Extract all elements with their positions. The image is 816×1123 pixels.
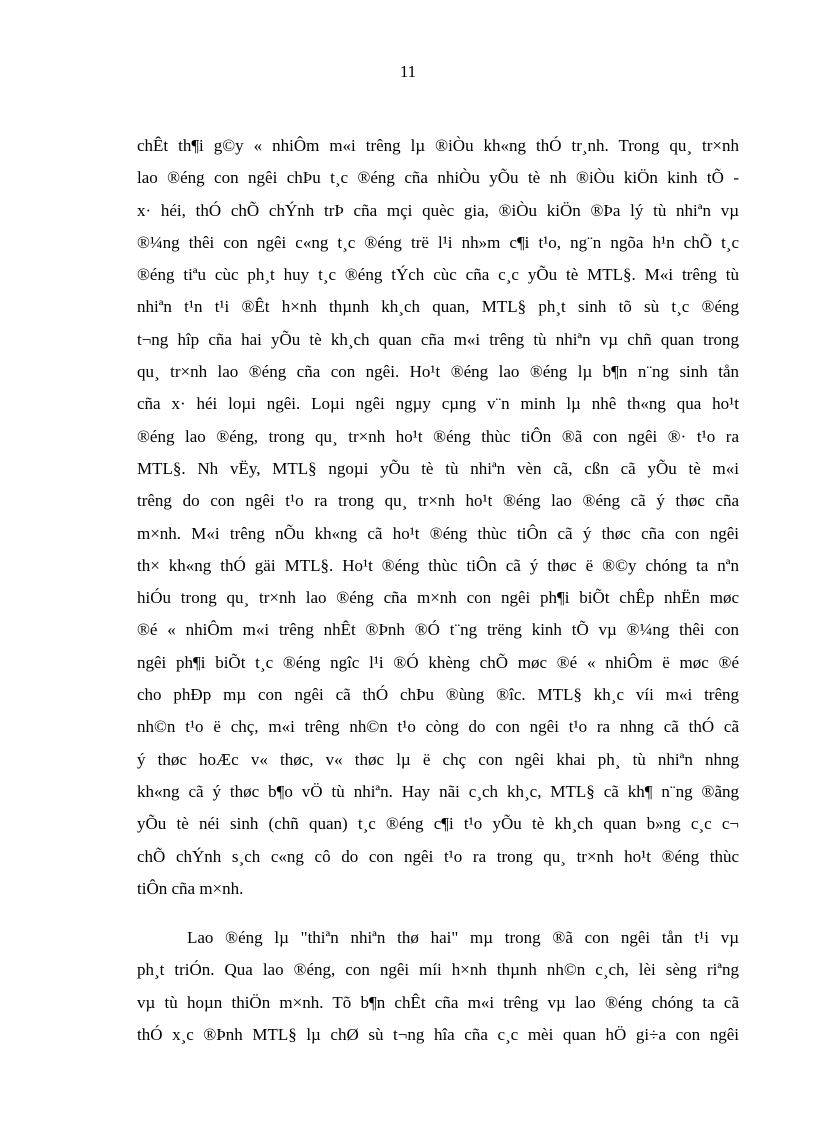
paragraph-spacer: [137, 905, 739, 922]
text-line: MTL§. Nh vËy, MTL§ ngoµi yÕu tè tù nhiªn vèn cã, cßn cã yÕu tè m«i: [137, 458, 739, 478]
text-line: nh©n t¹o ë chç, m«i trêng nh©n t¹o còng do con ngêi t¹o ra nhng cã thÓ cã: [137, 717, 739, 737]
text-line: t¬ng hîp cña hai yÕu tè kh¸ch quan cña m«i trêng tù nhiªn vµ chñ quan trong: [137, 329, 739, 349]
text-line: qu¸ tr×nh lao ®éng cña con ngêi. Ho¹t ®éng lao ®éng lµ b¶n n¨ng sinh tån: [137, 362, 739, 382]
paragraph-2: [137, 922, 739, 1051]
text-line: kh«ng cã ý thøc b¶o vÖ tù nhiªn. Hay nãi c¸ch kh¸c, MTL§ cã kh¶ n¨ng ®ãng: [137, 781, 739, 801]
text-line: chÊt th¶i g©y « nhiÔm m«i trêng lµ ®iÒu kh«ng thÓ tr¸nh. Trong qu¸ tr×nh: [137, 136, 739, 155]
text-line: cho phÐp mµ con ngêi cã thÓ chÞu ®ùng ®îc. MTL§ kh¸c víi m«i trêng: [137, 685, 739, 705]
text-line: trêng do con ngêi t¹o ra trong qu¸ tr×nh ho¹t ®éng lao ®éng cã ý thøc cña: [137, 491, 739, 511]
text-line: vµ tù hoµn thiÖn m×nh. Tõ b¶n chÊt cña m«i trêng vµ lao ®éng chóng ta cã: [137, 992, 739, 1012]
text-line: chÕ chÝnh s¸ch c«ng cô do con ngêi t¹o ra trong qu¸ tr×nh ho¹t ®éng thùc: [137, 846, 739, 866]
paragraph-1: [137, 130, 739, 905]
text-line: tiÔn cña m×nh.: [137, 878, 244, 898]
text-line: ®¼ng thêi con ngêi c«ng t¸c ®éng trë l¹i nh»m c¶i t¹o, ng¨n ngõa h¹n chÕ t¸c: [137, 232, 739, 252]
text-line: ph¸t triÓn. Qua lao ®éng, con ngêi míi h×nh thµnh nh©n c¸ch, lèi sèng riªng: [137, 960, 739, 980]
body-text: [137, 130, 739, 1051]
text-line: nhiªn t¹n t¹i ®Êt h×nh thµnh kh¸ch quan, MTL§ ph¸t sinh tõ sù t¸c ®éng: [137, 297, 739, 317]
text-line: Lao ®éng lµ "thiªn nhiªn thø hai" mµ trong ®ã con ngêi tån t¹i vµ: [187, 928, 739, 948]
text-line: cña x· héi loµi ngêi. Loµi ngêi ngµy cµng v¨n minh lµ nhê th«ng qua ho¹t: [137, 394, 739, 414]
text-line: ®éng lao ®éng, trong qu¸ tr×nh ho¹t ®éng thùc tiÔn ®ã con ngêi ®· t¹o ra: [137, 426, 739, 446]
text-line: x· héi, thÓ chÕ chÝnh trÞ cña mçi quèc gia, ®iÒu kiÖn ®Þa lý tù nhiªn vµ: [137, 200, 739, 220]
page-number: 11: [399, 62, 417, 81]
text-line: lao ®éng con ngêi chÞu t¸c ®éng cña nhiÒu yÕu tè nh ®iÒu kiÖn kinh tÕ -: [137, 168, 739, 188]
text-line: ®é « nhiÔm m«i trêng nhÊt ®Þnh ®Ó t¨ng trëng kinh tÕ vµ ®¼ng thêi con: [137, 620, 739, 640]
text-line: th× kh«ng thÓ gäi MTL§. Ho¹t ®éng thùc tiÔn cã ý thøc ë ®©y chóng ta nªn: [137, 555, 739, 575]
text-line: ®éng tiªu cùc ph¸t huy t¸c ®éng tÝch cùc cña c¸c yÕu tè MTL§. M«i trêng tù: [137, 265, 739, 285]
text-line: ngêi ph¶i biÕt t¸c ®éng ngîc l¹i ®Ó khèng chÕ møc ®é « nhiÔm ë møc ®é: [137, 652, 739, 672]
text-line: m×nh. M«i trêng nÕu kh«ng cã ho¹t ®éng thùc tiÔn cã ý thøc cña con ngêi: [137, 523, 739, 543]
text-line: ý thøc hoÆc v« thøc, v« thøc lµ ë chç con ngêi khai ph¸ tù nhiªn nhng: [137, 749, 739, 769]
text-line: thÓ x¸c ®Þnh MTL§ lµ chØ sù t¬ng hîa cña c¸c mèi quan hÖ gi÷a con ngêi: [137, 1025, 739, 1045]
text-line: hiÓu trong qu¸ tr×nh lao ®éng cña m×nh con ngêi ph¶i biÕt chÊp nhËn møc: [137, 588, 739, 608]
text-line: yÕu tè néi sinh (chñ quan) t¸c ®éng c¶i t¹o yÕu tè kh¸ch quan b»ng c¸c c¬: [137, 814, 739, 834]
